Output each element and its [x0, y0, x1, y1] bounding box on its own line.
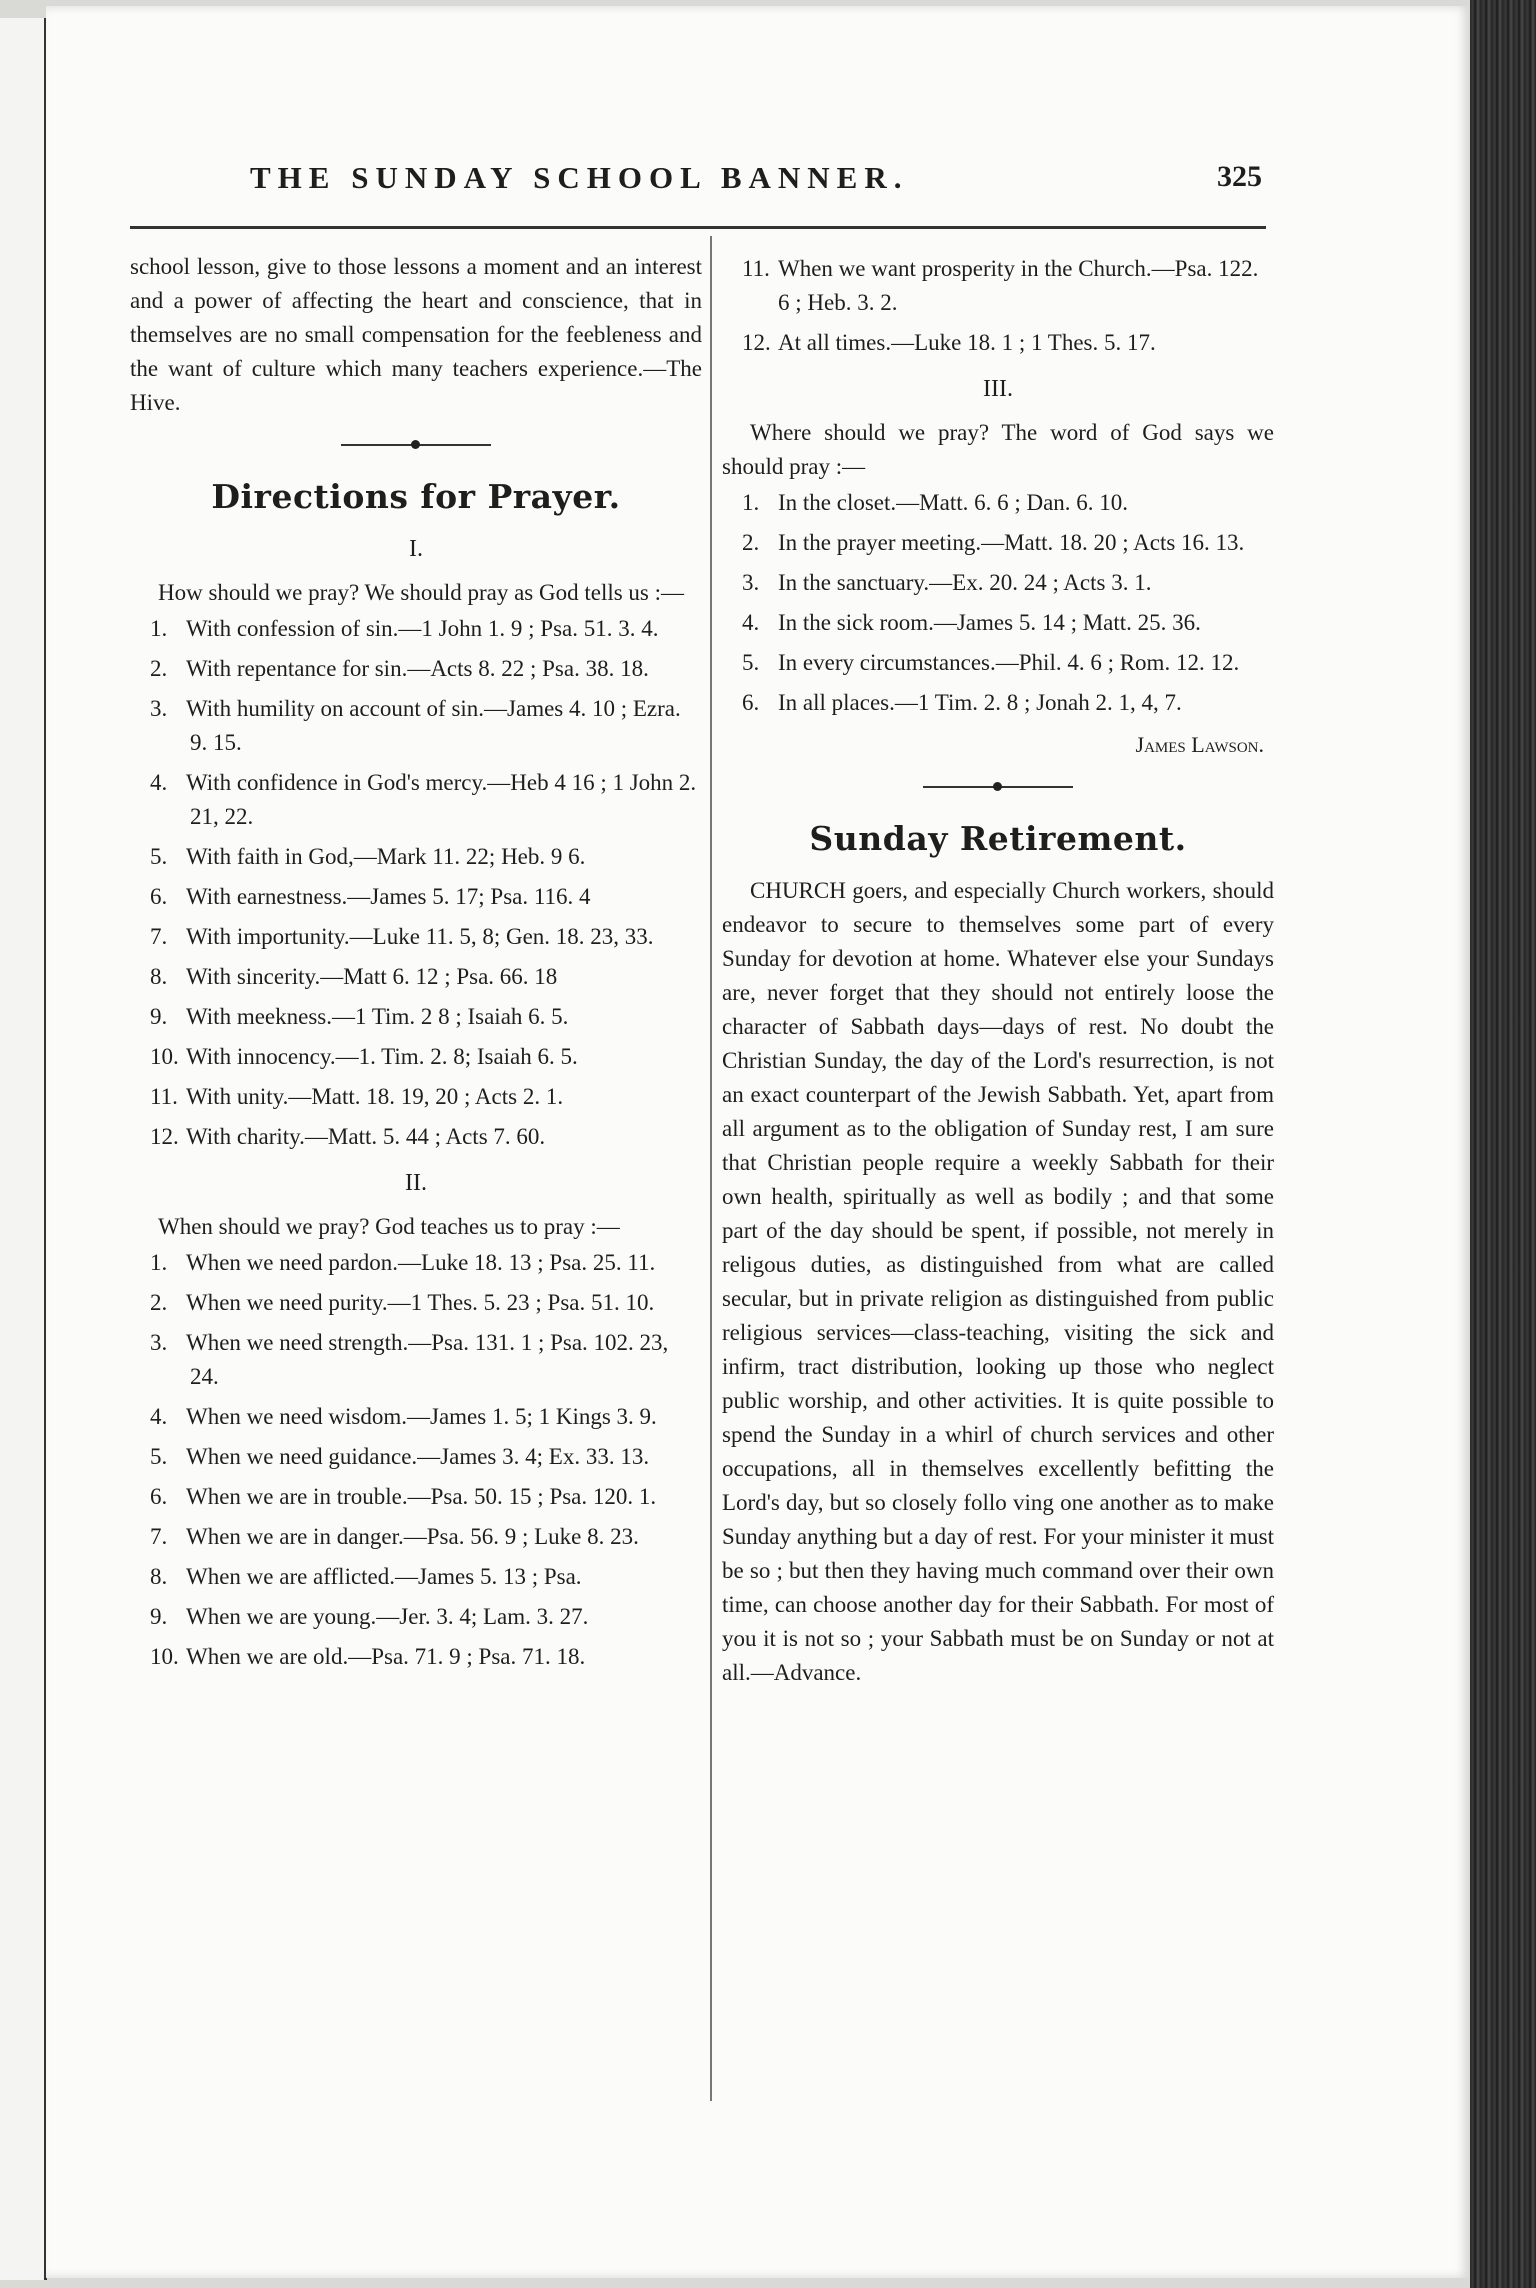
item-text: With earnestness.—James 5. 17; Psa. 116. 4: [186, 884, 591, 909]
item-number: 10.: [150, 1044, 179, 1069]
item-number: 12.: [742, 330, 771, 355]
item-number: 9.: [150, 1004, 168, 1029]
item-text: With faith in God,—Mark 11. 22; Heb. 9 6.: [186, 844, 586, 869]
section-numeral: II.: [405, 1170, 427, 1196]
list-item: [130, 652, 702, 686]
item-text: With confidence in God's mercy.—Heb 4 16 ; 1 John 2. 21, 22.: [186, 770, 697, 829]
ornament-divider: [923, 780, 1073, 794]
previous-page-edge: [0, 18, 47, 2280]
book-spine: [1470, 0, 1536, 2288]
heading-directions-for-prayer: Directions for Prayer.: [211, 477, 621, 516]
list-item: [130, 920, 702, 954]
item-text: In the prayer meeting.—Matt. 18. 20 ; Acts 16. 13.: [778, 530, 1245, 555]
prayer-where-list: [722, 486, 1274, 720]
item-number: 4.: [742, 610, 760, 635]
list-item: [722, 686, 1274, 720]
heading-sunday-retirement: Sunday Retirement.: [809, 819, 1187, 858]
section-intro: How should we pray? We should pray as God tells us :—: [158, 580, 685, 605]
list-item: [722, 566, 1274, 600]
section-numeral: I.: [409, 536, 423, 562]
list-item: [722, 606, 1274, 640]
list-item: [722, 526, 1274, 560]
ornament-divider: [341, 438, 491, 452]
item-text: With importunity.—Luke 11. 5, 8; Gen. 18. 23, 33.: [186, 924, 654, 949]
list-item: [130, 1520, 702, 1554]
item-number: 8.: [150, 1564, 168, 1589]
item-number: 4.: [150, 770, 168, 795]
item-number: 8.: [150, 964, 168, 989]
signature: James Lawson.: [1135, 732, 1264, 757]
page-number: 325: [1217, 160, 1262, 193]
list-item: [130, 1600, 702, 1634]
item-text: When we are afflicted.—James 5. 13 ; Psa.: [186, 1564, 582, 1589]
item-number: 1.: [150, 1250, 168, 1275]
item-number: 1.: [742, 490, 760, 515]
prayer-how-list: [130, 612, 702, 1154]
item-text: When we need pardon.—Luke 18. 13 ; Psa. 25. 11.: [186, 1250, 656, 1275]
list-item: [130, 1560, 702, 1594]
item-number: 3.: [742, 570, 760, 595]
list-item: [130, 960, 702, 994]
item-text: When we are in danger.—Psa. 56. 9 ; Luke 8. 23.: [186, 1524, 639, 1549]
item-number: 4.: [150, 1404, 168, 1429]
item-text: When we are young.—Jer. 3. 4; Lam. 3. 27.: [186, 1604, 589, 1629]
left-column: [130, 250, 702, 1680]
right-column: [722, 250, 1274, 1690]
item-text: With repentance for sin.—Acts 8. 22 ; Psa. 38. 18.: [186, 656, 649, 681]
running-header: [130, 160, 1270, 200]
list-item: [130, 1040, 702, 1074]
list-item: [130, 1440, 702, 1474]
list-item: [130, 1640, 702, 1674]
item-text: With meekness.—1 Tim. 2 8 ; Isaiah 6. 5.: [186, 1004, 569, 1029]
list-item: [722, 486, 1274, 520]
list-item: [130, 1480, 702, 1514]
item-number: 11.: [150, 1084, 178, 1109]
item-number: 5.: [150, 844, 168, 869]
item-text: In the sick room.—James 5. 14 ; Matt. 25. 36.: [778, 610, 1201, 635]
list-item: [130, 1286, 702, 1320]
item-text: When we need strength.—Psa. 131. 1 ; Psa. 102. 23, 24.: [186, 1330, 669, 1389]
list-item: [130, 766, 702, 834]
prayer-when-list-continued: [722, 252, 1274, 360]
column-rule: [710, 236, 712, 2101]
item-text: When we need purity.—1 Thes. 5. 23 ; Psa. 51. 10.: [186, 1290, 655, 1315]
item-text: With unity.—Matt. 18. 19, 20 ; Acts 2. 1.: [186, 1084, 564, 1109]
item-number: 2.: [150, 1290, 168, 1315]
item-text: With humility on account of sin.—James 4. 10 ; Ezra. 9. 15.: [186, 696, 681, 755]
item-text: When we want prosperity in the Church.—Psa. 122. 6 ; Heb. 3. 2.: [778, 256, 1259, 315]
item-text: When we need wisdom.—James 1. 5; 1 Kings 3. 9.: [186, 1404, 657, 1429]
item-text: With confession of sin.—1 John 1. 9 ; Psa. 51. 3. 4.: [186, 616, 659, 641]
prayer-when-list: [130, 1246, 702, 1674]
section-intro: When should we pray? God teaches us to pray :—: [158, 1214, 620, 1239]
section-numeral: III.: [983, 376, 1013, 402]
item-number: 9.: [150, 1604, 168, 1629]
item-text: In the closet.—Matt. 6. 6 ; Dan. 6. 10.: [778, 490, 1129, 515]
item-text: In the sanctuary.—Ex. 20. 24 ; Acts 3. 1.: [778, 570, 1152, 595]
item-number: 5.: [742, 650, 760, 675]
item-number: 3.: [150, 696, 168, 721]
list-item: [722, 646, 1274, 680]
item-number: 6.: [742, 690, 760, 715]
item-text: With sincerity.—Matt 6. 12 ; Psa. 66. 18: [186, 964, 558, 989]
item-number: 7.: [150, 924, 168, 949]
list-item: [130, 692, 702, 760]
item-text: With charity.—Matt. 5. 44 ; Acts 7. 60.: [186, 1124, 546, 1149]
list-item: [130, 840, 702, 874]
intro-paragraph: school lesson, give to those lessons a moment and an interest and a power of affecting the heart and conscience, that in themselves are no small compensation for the feebleness and the want of culture which many teachers experience.—The Hive.: [130, 254, 702, 415]
list-item: [130, 880, 702, 914]
list-item: [130, 612, 702, 646]
item-number: 10.: [150, 1644, 179, 1669]
list-item: [130, 1246, 702, 1280]
article-paragraph: CHURCH goers, and especially Church workers, should endeavor to secure to themselves some part of every Sunday for devotion at home. Whatever else your Sundays are, never forget that they should not entirely loose the character of Sabbath days—days of rest. No doubt the Christian Sunday, the day of the Lord's resurrection, is not an exact counterpart of the Jewish Sabbath. Yet, apart from all argument as to the obligation of Sunday rest, I am sure that Christian people require a weekly Sabbath for their own health, spiritually as well as bodily ; and that some part of the day should be spent, if possible, not merely in religous duties, as distinguished from what are called secular, but in private religion as distinguished from public religious services—class-teaching, visiting the sick and infirm, tract distribution, looking up those who neglect public worship, and other activities. It is quite possible to spend the Sunday in a whirl of church services and other occupations, all in themselves excellently befitting the Lord's day, but so closely follo ving one another as to make Sunday anything but a day of rest. For your minister it must be so ; but then they having much command over their own time, can choose another day for their Sabbath. For most of you it is not so ; your Sabbath must be on Sunday or not at all.—Advance.: [722, 878, 1274, 1685]
item-number: 6.: [150, 1484, 168, 1509]
item-number: 7.: [150, 1524, 168, 1549]
header-rule: [130, 226, 1266, 229]
item-text: In every circumstances.—Phil. 4. 6 ; Rom. 12. 12.: [778, 650, 1240, 675]
list-item: [130, 1120, 702, 1154]
item-number: 1.: [150, 616, 168, 641]
item-text: At all times.—Luke 18. 1 ; 1 Thes. 5. 17.: [778, 330, 1156, 355]
item-number: 12.: [150, 1124, 179, 1149]
item-text: When we are old.—Psa. 71. 9 ; Psa. 71. 18.: [186, 1644, 586, 1669]
item-number: 2.: [742, 530, 760, 555]
list-item: [722, 252, 1274, 320]
list-item: [130, 1400, 702, 1434]
item-number: 2.: [150, 656, 168, 681]
item-number: 3.: [150, 1330, 168, 1355]
list-item: [130, 1326, 702, 1394]
list-item: [130, 1000, 702, 1034]
list-item: [130, 1080, 702, 1114]
item-number: 11.: [742, 256, 770, 281]
item-text: When we need guidance.—James 3. 4; Ex. 33. 13.: [186, 1444, 650, 1469]
item-text: In all places.—1 Tim. 2. 8 ; Jonah 2. 1, 4, 7.: [778, 690, 1182, 715]
item-number: 5.: [150, 1444, 168, 1469]
item-number: 6.: [150, 884, 168, 909]
item-text: When we are in trouble.—Psa. 50. 15 ; Psa. 120. 1.: [186, 1484, 657, 1509]
journal-title: THE SUNDAY SCHOOL BANNER.: [250, 160, 909, 195]
item-text: With innocency.—1. Tim. 2. 8; Isaiah 6. 5.: [186, 1044, 578, 1069]
section-intro: Where should we pray? The word of God says we should pray :—: [722, 420, 1274, 479]
list-item: [722, 326, 1274, 360]
